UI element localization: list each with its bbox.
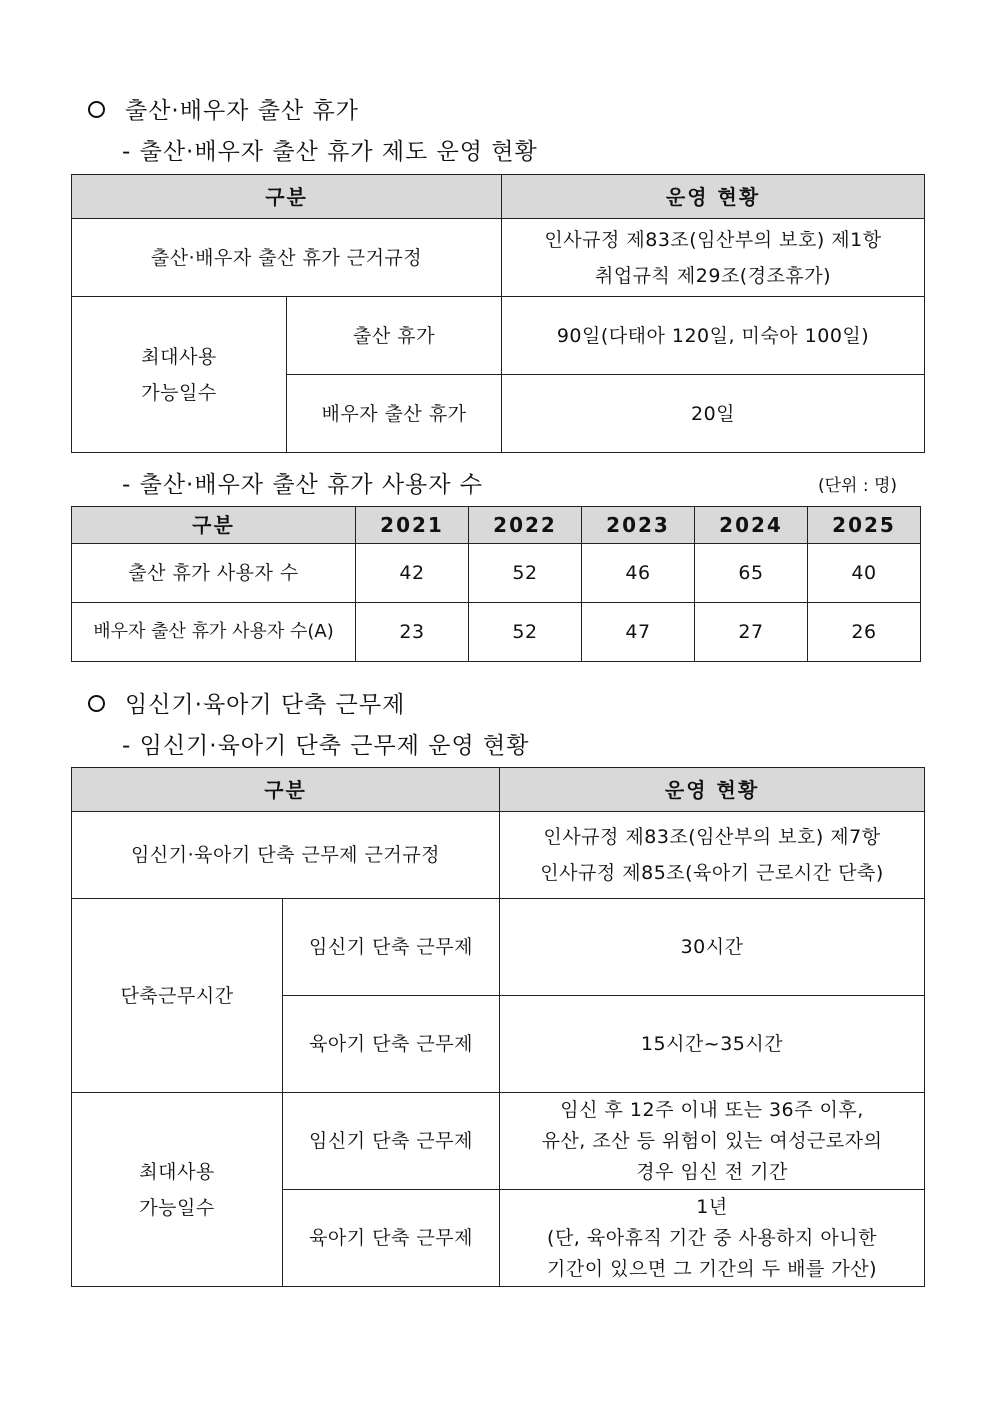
childcare-reduced-label: 육아기 단축 근무제 <box>283 996 500 1093</box>
basis-label: 임신기·육아기 단축 근무제 근거규정 <box>72 812 500 899</box>
header-cell: 2024 <box>695 507 808 544</box>
table-cell: 40 <box>808 544 921 603</box>
table-row <box>72 175 925 219</box>
table-cell: 26 <box>808 603 921 662</box>
header-cell: 2023 <box>582 507 695 544</box>
table-row <box>72 219 925 297</box>
maternity-leave-label: 출산 휴가 <box>287 297 502 375</box>
col-header-category: 구분 <box>72 768 500 812</box>
section1-subtitle1: - 출산·배우자 출산 휴가 제도 운영 현황 <box>122 139 538 165</box>
header-cell: 2021 <box>356 507 469 544</box>
col-header-status: 운영 현황 <box>502 175 925 219</box>
max-days-label: 최대사용 가능일수 <box>72 297 287 453</box>
col-header-status: 운영 현황 <box>500 768 925 812</box>
table-header-row <box>72 507 921 544</box>
pregnancy-period-value: 임신 후 12주 이내 또는 36주 이후, 유산, 조산 등 위험이 있는 여성근로자의 경우 임신 전 기간 <box>500 1093 925 1190</box>
table-cell: 47 <box>582 603 695 662</box>
section2-title: 임신기·육아기 단축 근무제 <box>88 686 405 719</box>
table-cell: 27 <box>695 603 808 662</box>
section1-title: 출산·배우자 출산 휴가 <box>88 92 359 125</box>
row-label: 배우자 출산 휴가 사용자 수(A) <box>72 603 356 662</box>
table-cell: 65 <box>695 544 808 603</box>
childcare-period-label: 육아기 단축 근무제 <box>283 1190 500 1287</box>
table-row <box>72 1093 925 1190</box>
childcare-period-value: 1년 (단, 육아휴직 기간 중 사용하지 아니한 기간이 있으면 그 기간의 두 배를 가산) <box>500 1190 925 1287</box>
section2-subtitle: - 임신기·육아기 단축 근무제 운영 현황 <box>122 733 530 759</box>
basis-value: 인사규정 제83조(임산부의 보호) 제7항 인사규정 제85조(육아기 근로시간 단축) <box>500 812 925 899</box>
table-row <box>72 544 921 603</box>
table-row <box>72 899 925 996</box>
table-cell: 46 <box>582 544 695 603</box>
row-label: 출산 휴가 사용자 수 <box>72 544 356 603</box>
col-header-category: 구분 <box>72 175 502 219</box>
table-cell: 42 <box>356 544 469 603</box>
unit-label: (단위 : 명) <box>818 476 898 496</box>
table-cell: 23 <box>356 603 469 662</box>
table-row <box>72 768 925 812</box>
table-row <box>72 297 925 375</box>
pregnancy-reduced-hours: 30시간 <box>500 899 925 996</box>
paternity-leave-value: 20일 <box>502 375 925 453</box>
reduced-hours-table <box>71 767 925 1287</box>
reduced-hours-label: 단축근무시간 <box>72 899 283 1093</box>
pregnancy-period-label: 임신기 단축 근무제 <box>283 1093 500 1190</box>
table-cell: 52 <box>469 544 582 603</box>
circle-bullet-icon <box>88 101 105 118</box>
leave-users-table <box>71 506 921 662</box>
header-cell: 2022 <box>469 507 582 544</box>
basis-label: 출산·배우자 출산 휴가 근거규정 <box>72 219 502 297</box>
maternity-leave-value: 90일(다태아 120일, 미숙아 100일) <box>502 297 925 375</box>
pregnancy-reduced-label: 임신기 단축 근무제 <box>283 899 500 996</box>
header-cell: 2025 <box>808 507 921 544</box>
paternity-leave-label: 배우자 출산 휴가 <box>287 375 502 453</box>
leave-policy-table <box>71 174 925 453</box>
table-row <box>72 603 921 662</box>
table-row <box>72 812 925 899</box>
header-cell: 구분 <box>72 507 356 544</box>
section1-subtitle2: - 출산·배우자 출산 휴가 사용자 수 <box>122 472 483 498</box>
childcare-reduced-hours: 15시간~35시간 <box>500 996 925 1093</box>
circle-bullet-icon <box>88 695 105 712</box>
table-cell: 52 <box>469 603 582 662</box>
max-days-label: 최대사용 가능일수 <box>72 1093 283 1287</box>
basis-value: 인사규정 제83조(임산부의 보호) 제1항 취업규칙 제29조(경조휴가) <box>502 219 925 297</box>
